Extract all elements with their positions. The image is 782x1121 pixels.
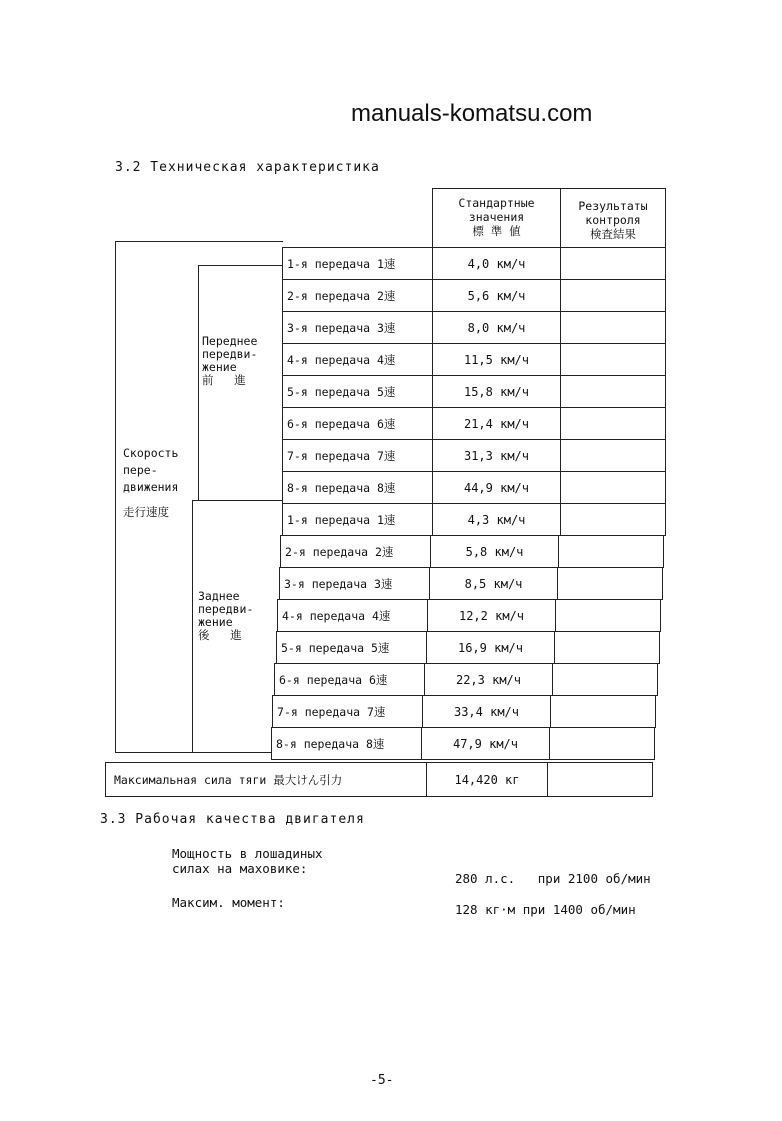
- torque-value: 128 кг·м при 1400 об/мин: [455, 902, 636, 917]
- header-standard-line: значения: [468, 210, 525, 224]
- header-results-line: контроля: [585, 213, 641, 227]
- torque-label: Максим. момент:: [172, 895, 285, 910]
- reverse-gear-result: [560, 503, 666, 536]
- forward-gear-value: 21,4 км/ч: [432, 407, 561, 440]
- forward-gear-label: 4-я передача 4速: [282, 343, 433, 376]
- section-title-3-3: 3.3 Рабочая качества двигателя: [100, 812, 365, 827]
- reverse-gear-label: 8-я передача 8速: [271, 727, 422, 760]
- label-line: жение: [198, 615, 233, 629]
- reverse-gear-label: 6-я передача 6速: [274, 663, 425, 696]
- reverse-gear-value: 8,5 км/ч: [429, 567, 558, 600]
- reverse-gear-result: [554, 631, 660, 664]
- max-force-label: Максимальная сила тяги 最大けん引力: [105, 762, 427, 797]
- reverse-gear-label: 4-я передача 4速: [277, 599, 428, 632]
- reverse-gear-value: 47,9 км/ч: [421, 727, 550, 760]
- section-title-3-2: 3.2 Техническая характеристика: [115, 160, 380, 175]
- header-standard: [432, 188, 561, 248]
- label-line: жение: [202, 360, 237, 374]
- forward-gear-label: 8-я передача 8速: [282, 471, 433, 504]
- label-line-jp: 走行速度: [123, 505, 169, 519]
- forward-gear-label: 6-я передача 6速: [282, 407, 433, 440]
- watermark: manuals-komatsu.com: [351, 100, 593, 127]
- reverse-gear-value: 33,4 км/ч: [422, 695, 551, 728]
- reverse-gear-result: [555, 599, 661, 632]
- forward-gear-label: 7-я передача 7速: [282, 439, 433, 472]
- forward-gear-result: [560, 407, 666, 440]
- header-standard-line: 標 準 値: [472, 224, 521, 238]
- forward-gear-label: 3-я передача 3速: [282, 311, 433, 344]
- forward-gear-result: [560, 439, 666, 472]
- page-number: -5-: [370, 1073, 394, 1088]
- header-results: [560, 188, 666, 248]
- label-line: пере-: [123, 463, 158, 477]
- reverse-gear-value: 16,9 км/ч: [426, 631, 555, 664]
- forward-gear-result: [560, 375, 666, 408]
- label-line: передви-: [202, 347, 258, 361]
- reverse-label: [198, 590, 253, 642]
- forward-gear-label: 5-я передача 5速: [282, 375, 433, 408]
- reverse-gear-label: 5-я передача 5速: [276, 631, 427, 664]
- travel-speed-label: [123, 445, 178, 521]
- reverse-gear-value: 4,3 км/ч: [432, 503, 561, 536]
- forward-gear-result: [560, 279, 666, 312]
- reverse-gear-value: 22,3 км/ч: [424, 663, 553, 696]
- reverse-gear-result: [558, 535, 664, 568]
- label-line: передви-: [198, 602, 254, 616]
- reverse-gear-label: 7-я передача 7速: [272, 695, 423, 728]
- label-line: Мощность в лошадиных: [172, 846, 323, 861]
- reverse-gear-label: 1-я передача 1速: [282, 503, 433, 536]
- label-line: силах на маховике:: [172, 861, 308, 876]
- header-standard-line: Стандартные: [458, 196, 535, 210]
- forward-gear-value: 8,0 км/ч: [432, 311, 561, 344]
- power-value: 280 л.с. при 2100 об/мин: [455, 871, 651, 886]
- power-label: [172, 846, 323, 876]
- forward-gear-label: 1-я передача 1速: [282, 247, 433, 280]
- label-line: движения: [123, 480, 179, 494]
- reverse-gear-result: [557, 567, 663, 600]
- forward-gear-value: 15,8 км/ч: [432, 375, 561, 408]
- reverse-gear-result: [552, 663, 658, 696]
- forward-gear-result: [560, 311, 666, 344]
- header-results-line: 検査結果: [590, 227, 636, 241]
- reverse-gear-result: [549, 727, 655, 760]
- forward-gear-result: [560, 471, 666, 504]
- reverse-gear-label: 2-я передача 2速: [280, 535, 431, 568]
- label-line: 前 進: [202, 373, 246, 387]
- max-force-value: 14,420 кг: [426, 762, 548, 797]
- header-results-line: Результаты: [578, 199, 648, 213]
- reverse-gear-value: 12,2 км/ч: [427, 599, 556, 632]
- label-line: Заднее: [198, 589, 240, 603]
- max-force-result: [547, 762, 653, 797]
- reverse-gear-result: [550, 695, 656, 728]
- forward-label: [202, 335, 257, 387]
- label-line: Скорость: [123, 446, 179, 460]
- forward-gear-value: 5,6 км/ч: [432, 279, 561, 312]
- forward-gear-value: 4,0 км/ч: [432, 247, 561, 280]
- forward-gear-result: [560, 247, 666, 280]
- forward-gear-result: [560, 343, 666, 376]
- label-line: Переднее: [202, 334, 258, 348]
- reverse-gear-label: 3-я передача 3速: [279, 567, 430, 600]
- forward-gear-value: 31,3 км/ч: [432, 439, 561, 472]
- label-line: 後 進: [198, 628, 242, 642]
- reverse-gear-value: 5,8 км/ч: [430, 535, 559, 568]
- forward-gear-value: 11,5 км/ч: [432, 343, 561, 376]
- forward-gear-value: 44,9 км/ч: [432, 471, 561, 504]
- forward-gear-label: 2-я передача 2速: [282, 279, 433, 312]
